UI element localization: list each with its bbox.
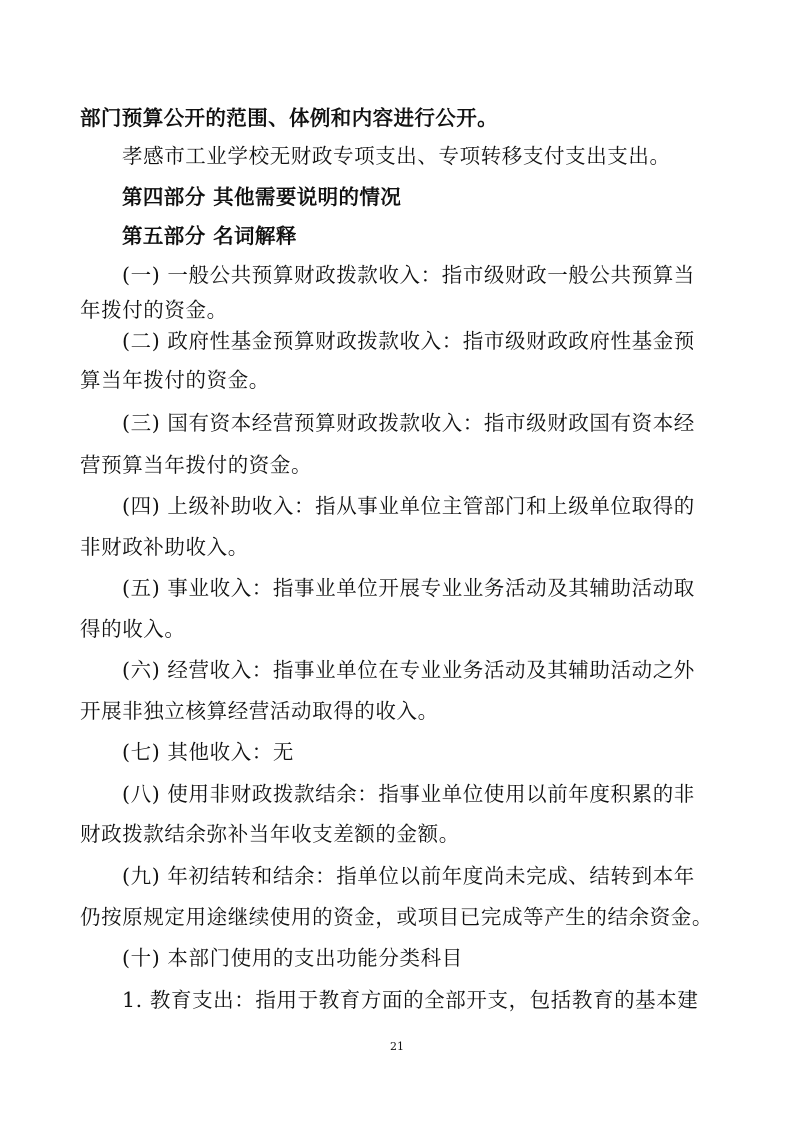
section-heading-part-five: 第五部分 名词解释 xyxy=(122,224,297,248)
paragraph-no-special-expenditure: 孝感市工业学校无财政专项支出、专项转移支付支出支出。 xyxy=(122,144,671,168)
paragraph-continuation: 部门预算公开的范围、体例和内容进行公开。 xyxy=(80,106,498,130)
definition-line: (四) 上级补助收入：指从事业单位主管部门和上级单位取得的 xyxy=(122,494,695,518)
definition-line: (十) 本部门使用的支出功能分类科目 xyxy=(122,946,463,970)
definition-line: 1. 教育支出：指用于教育方面的全部开支，包括教育的基本建 xyxy=(122,988,699,1012)
definition-line: (一) 一般公共预算财政拨款收入：指市级财政一般公共预算当 xyxy=(122,263,695,287)
definition-line: 营预算当年拨付的资金。 xyxy=(80,453,313,477)
definition-line: 仍按原规定用途继续使用的资金，或项目已完成等产生的结余资金。 xyxy=(80,905,713,929)
section-heading-part-four: 第四部分 其他需要说明的情况 xyxy=(122,185,402,209)
definition-line: 算当年拨付的资金。 xyxy=(80,368,270,392)
definition-line: (二) 政府性基金预算财政拨款收入：指市级财政政府性基金预 xyxy=(122,329,695,353)
definition-line: 财政拨款结余弥补当年收支差额的金额。 xyxy=(80,822,460,846)
definition-line: (九) 年初结转和结余：指单位以前年度尚未完成、结转到本年 xyxy=(122,864,695,888)
definition-line: 得的收入。 xyxy=(80,617,186,641)
definition-line: 非财政补助收入。 xyxy=(80,535,249,559)
definition-line: (六) 经营收入：指事业单位在专业业务活动及其辅助活动之外 xyxy=(122,658,695,682)
definition-line: 开展非独立核算经营活动取得的收入。 xyxy=(80,699,439,723)
page-number: 21 xyxy=(390,1040,404,1053)
definition-line: (八) 使用非财政拨款结余：指事业单位使用以前年度积累的非 xyxy=(122,782,695,806)
definition-line: (七) 其他收入：无 xyxy=(122,740,295,764)
definition-line: 年拨付的资金。 xyxy=(80,298,228,322)
definition-line: (三) 国有资本经营预算财政拨款收入：指市级财政国有资本经 xyxy=(122,411,695,435)
definition-line: (五) 事业收入：指事业单位开展专业业务活动及其辅助活动取 xyxy=(122,576,695,600)
